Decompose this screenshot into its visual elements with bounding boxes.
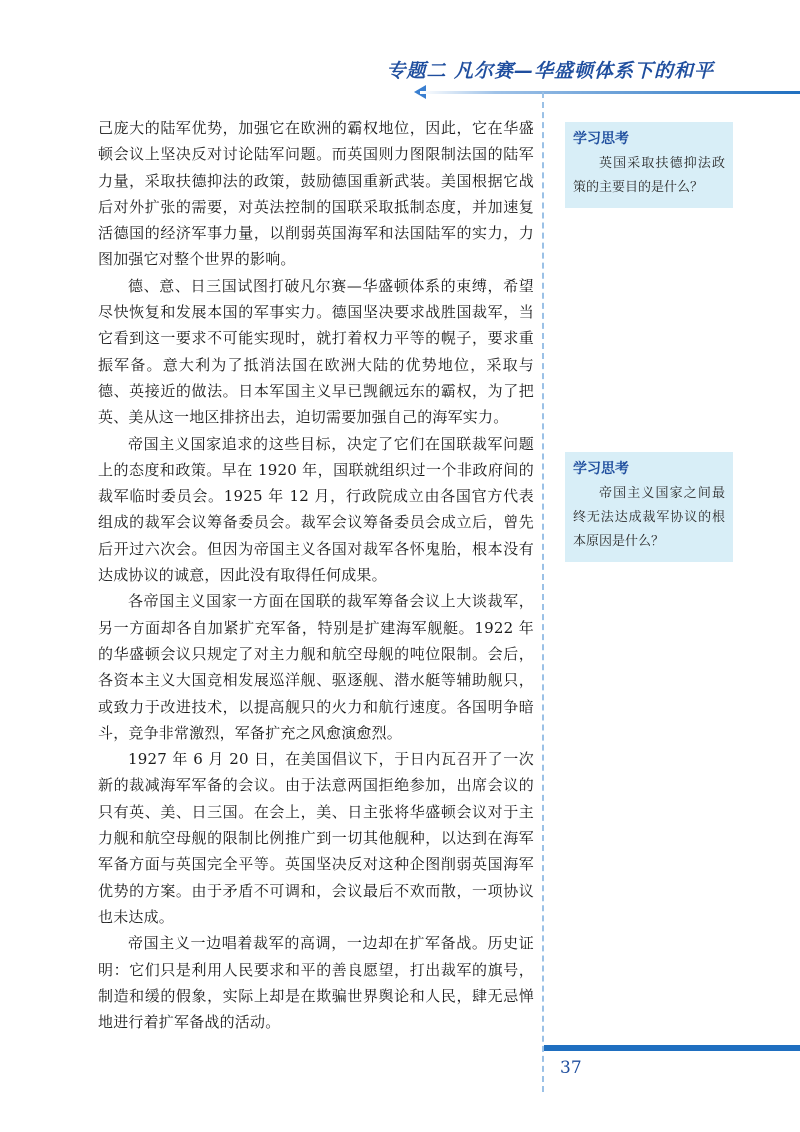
paragraph-6: 帝国主义一边唱着裁军的高调，一边却在扩军备战。历史证明：它们只是利用人民要求和平的善良愿望，打出裁军的旗号，制造和缓的假象，实际上却是在欺骗世界舆论和人民，肆无忌惮地进行着扩军备战的活动。 (98, 934, 534, 1032)
chapter-header-title: 专题二 凡尔赛—华盛顿体系下的和平 (386, 60, 714, 82)
footer-bar (544, 1045, 800, 1051)
paragraph-3: 帝国主义国家追求的这些目标，决定了它们在国联裁军问题上的态度和政策。早在 1920 年，国联就组织过一个非政府间的裁军临时委员会。1925 年 12 月，行政院成立由各国官方代表组成的裁军会议筹备委员会。裁军会议筹备委员会成立后，曾先后开过六次会。但因为帝国主义各国对裁军各怀鬼胎，根本没有达成协议的诚意，因此没有取得任何成果。 (98, 434, 534, 585)
study-question-box-1 (565, 122, 733, 208)
paragraph-2: 德、意、日三国试图打破凡尔赛—华盛顿体系的束缚，希望尽快恢复和发展本国的军事实力。德国坚决要求战胜国裁军，当它看到这一要求不可能实现时，就打着权力平等的幌子，要求重振军备。意大利为了抵消法国在欧洲大陆的优势地位，采取与德、英接近的做法。日本军国主义早已觊觎远东的霸权，为了把英、美从这一地区排挤出去，迫切需要加强自己的海军实力。 (98, 276, 534, 427)
paragraph-5: 1927 年 6 月 20 日，在美国倡议下，于日内瓦召开了一次新的裁减海军军备的会议。由于法意两国拒绝参加，出席会议的只有英、美、日三国。在会上，美、日主张将华盛顿会议对于主力舰和航空母舰的限制比例推广到一切其他舰种，以达到在海军军备方面与英国完全平等。英国坚决反对这种企图削弱英国海军优势的方案。由于矛盾不可调和，会议最后不欢而散，一项协议也未达成。 (98, 750, 534, 926)
header-divider-line (420, 91, 800, 94)
study-question-box-2 (565, 452, 733, 562)
page-number: 37 (560, 1058, 582, 1078)
main-text-column (98, 115, 534, 1035)
paragraph-4: 各帝国主义国家一方面在国联的裁军筹备会议上大谈裁军，另一方面却各自加紧扩充军备，特别是扩建海军舰艇。1922 年的华盛顿会议只规定了对主力舰和航空母舰的吨位限制。会后，各资本主义大国竞相发展巡洋舰、驱逐舰、潜水艇等辅助舰只，或致力于改进技术，以提高舰只的火力和航行速度。各国明争暗斗，竞争非常激烈，军备扩充之风愈演愈烈。 (98, 592, 534, 742)
study-question-text: 英国采取扶德抑法政策的主要目的是什么？ (573, 156, 725, 195)
study-question-text: 帝国主义国家之间最终无法达成裁军协议的根本原因是什么？ (573, 486, 725, 549)
margin-dashed-divider (542, 92, 544, 1092)
study-question-title: 学习思考 (573, 461, 629, 477)
paragraph-1: 己庞大的陆军优势，加强它在欧洲的霸权地位，因此，它在华盛顿会议上坚决反对讨论陆军问题。而英国则力图限制法国的陆军力量，采取扶德抑法的政策，鼓励德国重新武装。美国根据它战后对外扩张的需要，对英法控制的国联采取抵制态度，并加速复活德国的经济军事力量，以削弱英国海军和法国陆军的实力，力图加强它对整个世界的影响。 (98, 119, 534, 269)
study-question-title: 学习思考 (573, 131, 629, 147)
